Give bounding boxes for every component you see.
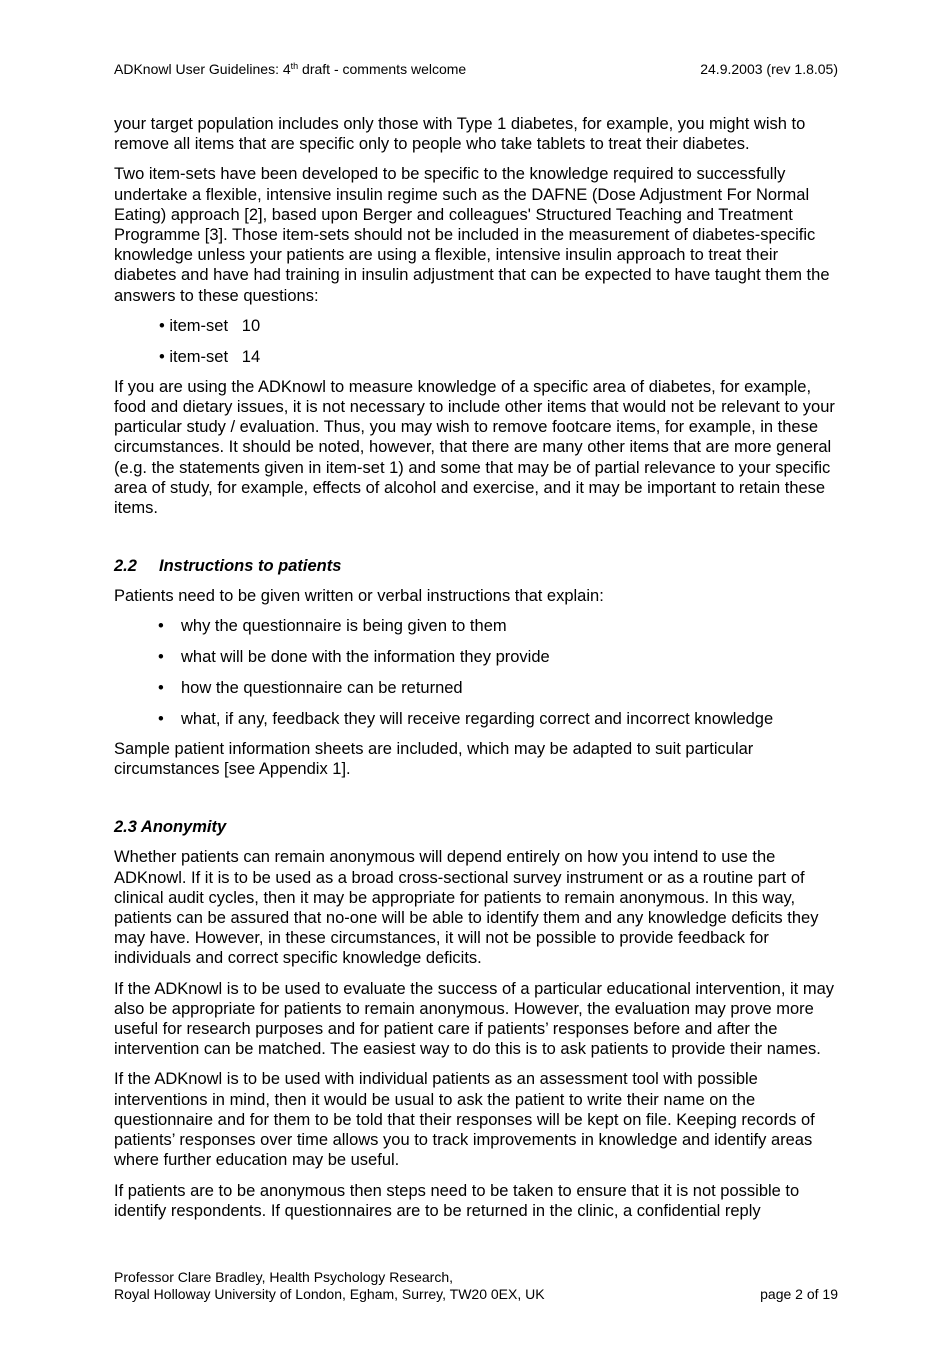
paragraph: Patients need to be given written or verbal instructions that explain: [114, 587, 604, 606]
paragraph: If patients are to be anonymous then steps need to be taken to ensure that it is not possible to identify respondents. If questionnaires are to be returned in the clinic, a confidential reply [114, 1181, 800, 1220]
page-footer [114, 1269, 838, 1303]
paragraph: If the ADKnowl is to be used to evaluate the success of a particular educational intervention, it may also be appropriate for patients to remain anonymous. However, the evaluation may prove more useful for research purposes and for patient care if patients’ responses before and after the intervention can be matched. The easiest way to do this is to ask patients to provide their names. [114, 979, 834, 1059]
list-item: • item-set 10 [159, 316, 261, 335]
item-set-list [114, 316, 838, 367]
bullet-icon: • [158, 617, 164, 636]
section-heading-anonymity: 2.3 Anonymity [114, 818, 227, 837]
document-page [114, 0, 838, 1345]
bullet-icon: • [158, 709, 164, 728]
paragraph: If the ADKnowl is to be used with individual patients as an assessment tool with possible interventions in mind, then it would be usual to ask the patient to write their name on the questionnaire and for them to be told that their responses will be kept on file. Keeping records of patients’ responses over time allows you to track improvements in knowledge and identify areas where further education may be useful. [114, 1070, 815, 1170]
footer-address: Royal Holloway University of London, Egham, Surrey, TW20 0EX, UK [114, 1286, 545, 1302]
paragraph: If you are using the ADKnowl to measure knowledge of a specific area of diabetes, for example, food and dietary issues, it is not necessary to include other items that would not be relevant to your particular study / evaluation. Thus, you may wish to remove footcare items, for example, in these circumstances. It should be noted, however, that there are many other items that are more general (e.g. the statements given in item-set 1) and some that may be of partial relevance to your specific area of study, for example, effects of alcohol and exercise, and it may be important to retain these items. [114, 377, 835, 518]
page-body [114, 114, 838, 1231]
footer-author: Professor Clare Bradley, Health Psychology Research, [114, 1269, 454, 1285]
list-item: • what, if any, feedback they will receive regarding correct and incorrect knowledge [158, 709, 774, 728]
header-title: ADKnowl User Guidelines: 4th draft - comments welcome [114, 61, 467, 77]
bullet-icon: • [158, 648, 164, 667]
header-date: 24.9.2003 (rev 1.8.05) [700, 61, 838, 77]
section-heading-instructions: 2.2 Instructions to patients [114, 557, 342, 576]
list-item: • what will be done with the information they provide [158, 648, 550, 667]
list-item: • how the questionnaire can be returned [158, 679, 463, 698]
bullet-icon: • [158, 679, 164, 698]
instructions-list [114, 616, 838, 729]
paragraph: Two item-sets have been developed to be specific to the knowledge required to successfully undertake a flexible, intensive insulin regime such as the DAFNE (Dose Adjustment For Normal Eating) approach [2], based upon Berger and colleagues' Structured Teaching and Treatment Programme [3]. Those item-sets should not be included in the measurement of diabetes-specific knowledge unless your patients are using a flexible, intensive insulin approach to treat their diabetes and have had training in insulin adjustment that can be expected to have taught them the answers to these questions: [114, 165, 830, 305]
list-item: • item-set 14 [159, 347, 261, 366]
paragraph: Whether patients can remain anonymous will depend entirely on how you intend to use the ADKnowl. If it is to be used as a broad cross-sectional survey instrument or as a routine part of clinical audit cycles, then it may be appropriate for patients to remain anonymous. In this way, patients can be assured that no-one will be able to identify them and any knowledge deficits they may have. However, in these circumstances, it will not be possible to provide feedback for individuals and correct specific knowledge deficits. [114, 848, 819, 968]
paragraph: Sample patient information sheets are included, which may be adapted to suit particular circumstances [see Appendix 1]. [114, 740, 754, 779]
paragraph: your target population includes only those with Type 1 diabetes, for example, you might wish to remove all items that are specific only to people who take tablets to treat their diabetes. [114, 115, 806, 154]
page-number: page 2 of 19 [760, 1286, 838, 1302]
list-item: • why the questionnaire is being given to them [158, 617, 507, 636]
